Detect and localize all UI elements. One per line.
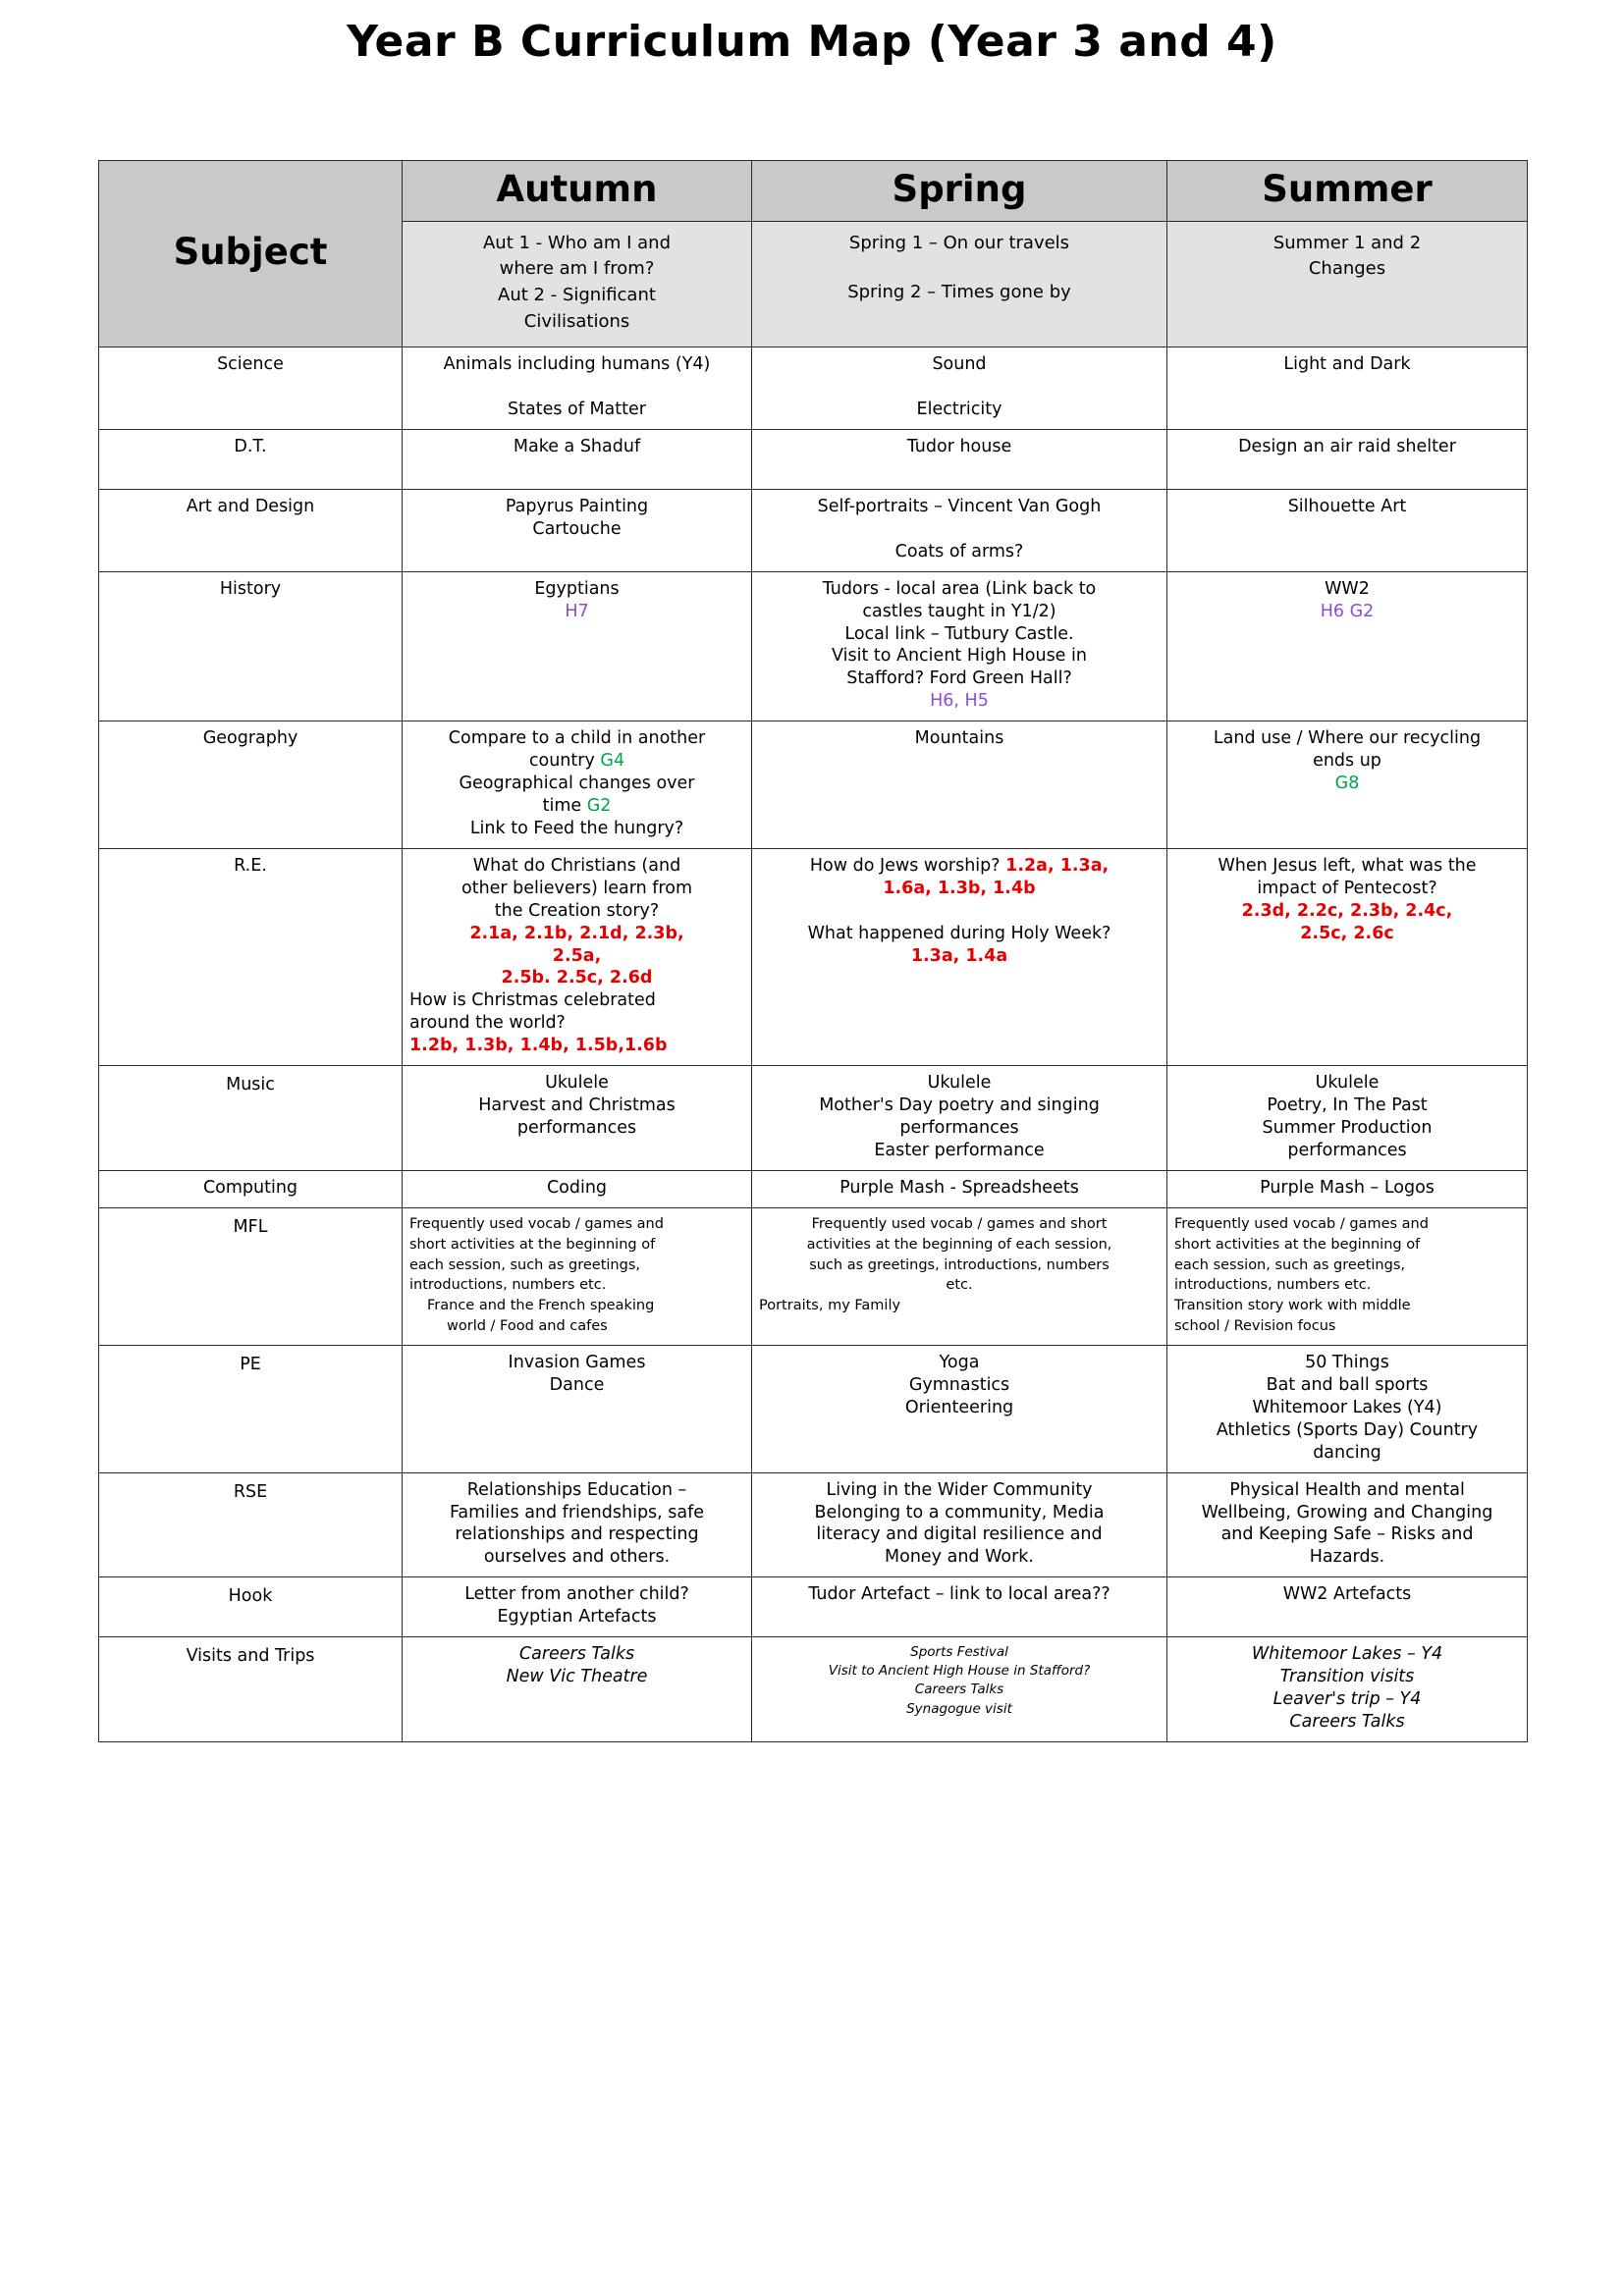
cell-history-summer [1167,571,1528,721]
curriculum-code: 2.5c, 2.6c [1300,923,1394,943]
topic-line: Civilisations [523,310,630,332]
cell-line: castles taught in Y1/2) [862,601,1056,621]
cell-line: Coats of arms? [894,541,1024,561]
cell-line: Mountains [914,728,1004,749]
table-header-row [99,161,1528,222]
cell-line: Tudor Artefact – link to local area?? [808,1584,1110,1605]
cell-line: and Keeping Safe – Risks and [1220,1524,1474,1545]
cell-science-summer [1167,347,1528,430]
cell-line: Coding [546,1177,608,1198]
table-row-dt [99,430,1528,490]
cell-line: short activities at the beginning of [1174,1236,1421,1253]
cell-line: How is Christmas celebrated [409,990,656,1011]
cell-line: Careers Talks [518,1644,635,1665]
header-cell-summer: Summer [1167,161,1528,222]
cell-dt-autumn [403,430,752,490]
cell-line: etc. [946,1277,973,1294]
cell-line: performances [516,1118,637,1138]
cell-re-summer [1167,848,1528,1065]
cell-line: Yoga [939,1353,980,1373]
cell-re-autumn [403,848,752,1065]
cell-line: Papyrus Painting [505,496,649,516]
table-row-art [99,489,1528,571]
cell-history-autumn [403,571,752,721]
cell-line: Frequently used vocab / games and short [811,1215,1108,1232]
cell-line: Ukulele [545,1073,609,1094]
curriculum-code: H7 [565,601,589,621]
cell-line: Mother's Day poetry and singing [819,1095,1100,1116]
cell-line: Relationships Education – [466,1479,687,1500]
cell-science-spring [752,347,1167,430]
subject-label-re: R.E. [99,848,403,1065]
cell-line: performances [899,1118,1019,1138]
cell-art-summer [1167,489,1528,571]
cell-line: Physical Health and mental [1229,1479,1465,1500]
cell-line: Frequently used vocab / games and [409,1215,664,1232]
cell-line: Visit to Ancient High House in Stafford? [828,1663,1091,1680]
cell-line: ends up [1313,751,1381,772]
topic-line: Summer 1 and 2 [1272,232,1422,253]
cell-line: school / Revision focus [1174,1318,1336,1335]
cell-music-spring [752,1066,1167,1171]
curriculum-code: G2 [586,796,612,817]
cell-line: States of Matter [508,400,646,420]
curriculum-table-container [98,160,1527,1742]
cell-line: Transition visits [1279,1667,1415,1687]
cell-line: Whitemoor Lakes (Y4) [1252,1397,1442,1417]
cell-line: world / Food and cafes [447,1318,608,1335]
curriculum-code: 1.3a, 1.4a [910,945,1008,966]
cell-line-blank [409,458,744,481]
cell-rse-spring [752,1472,1167,1577]
cell-dt-spring [752,430,1167,490]
table-row-re [99,848,1528,1065]
cell-line: literacy and digital resilience and [816,1524,1103,1545]
cell-line: Sports Festival [910,1644,1008,1661]
subject-label-geography: Geography [99,721,403,849]
cell-line: Egyptian Artefacts [497,1607,657,1628]
cell-visits-summer [1167,1637,1528,1742]
cell-line: Wellbeing, Growing and Changing [1201,1502,1493,1522]
cell-line: Letter from another child? [464,1584,689,1605]
table-row-science [99,347,1528,430]
cell-line: Harvest and Christmas [478,1095,676,1116]
cell-line: Portraits, my Family [759,1298,901,1314]
cell-line: Light and Dark [1283,354,1411,375]
cell-line: such as greetings, introductions, numbers [809,1256,1110,1273]
cell-art-autumn [403,489,752,571]
cell-line: Electricity [916,400,1002,420]
cell-line: Ukulele [1315,1073,1380,1094]
table-row-history [99,571,1528,721]
cell-line: dancing [1313,1442,1381,1463]
page-title: Year B Curriculum Map (Year 3 and 4) [347,17,1277,67]
topic-line: Changes [1308,258,1386,280]
cell-rse-summer [1167,1472,1528,1577]
cell-line: WW2 Artefacts [1282,1584,1412,1605]
cell-line: Careers Talks [914,1682,1004,1698]
cell-line: each session, such as greetings, [1174,1256,1405,1273]
table-row-pe [99,1346,1528,1473]
cell-line: Poetry, In The Past [1267,1095,1428,1116]
cell-line: France and the French speaking [427,1298,655,1314]
cell-line: other believers) learn from [461,878,692,898]
cell-line: What happened during Holy Week? [807,923,1111,943]
subject-label-dt: D.T. [99,430,403,490]
cell-line: Local link – Tutbury Castle. [844,623,1074,644]
cell-text: country [528,751,601,772]
subject-label-rse: RSE [99,1472,403,1577]
cell-line: What do Christians (and [472,855,681,876]
header-cell-autumn: Autumn [403,161,752,222]
cell-re-spring [752,848,1167,1065]
topic-line: Aut 1 - Who am I and [482,232,671,253]
cell-pe-summer [1167,1346,1528,1473]
cell-line: Synagogue visit [906,1700,1012,1717]
topic-line: Spring 2 – Times gone by [847,282,1071,303]
cell-line-blank [759,518,1160,541]
subject-label-computing: Computing [99,1170,403,1207]
cell-line: Frequently used vocab / games and [1174,1215,1429,1232]
topic-cell-spring [752,221,1167,347]
cell-line: Gymnastics [908,1374,1010,1395]
topic-line: where am I from? [499,258,655,280]
cell-line: Leaver's trip – Y4 [1272,1689,1422,1709]
subject-label-mfl: MFL [99,1207,403,1345]
cell-line: Orienteering [904,1397,1014,1417]
cell-line: Bat and ball sports [1266,1374,1429,1395]
cell-line: Link to Feed the hungry? [469,818,684,838]
cell-line: short activities at the beginning of [409,1236,656,1253]
cell-history-spring [752,571,1167,721]
cell-line: Living in the Wider Community [826,1479,1093,1500]
cell-line: Athletics (Sports Day) Country [1216,1419,1479,1440]
cell-line: Purple Mash - Spreadsheets [839,1177,1079,1198]
cell-line: 50 Things [1305,1353,1389,1373]
curriculum-code: 2.1a, 2.1b, 2.1d, 2.3b, [469,923,684,943]
cell-line [759,855,1160,878]
curriculum-code: G4 [600,751,625,772]
cell-line: Compare to a child in another [448,728,706,749]
table-row-computing [99,1170,1528,1207]
cell-computing-autumn [403,1170,752,1207]
cell-line: activities at the beginning of each session, [806,1236,1112,1253]
cell-line: Tudors - local area (Link back to [822,578,1097,599]
curriculum-code: 2.5b. 2.5c, 2.6d [501,968,653,988]
curriculum-code: H6 G2 [1320,601,1375,621]
cell-line: Hazards. [1309,1547,1385,1568]
cell-dt-summer [1167,430,1528,490]
cell-line: Invasion Games [508,1353,646,1373]
subject-label-art: Art and Design [99,489,403,571]
cell-hook-autumn [403,1577,752,1637]
cell-line-blank [759,376,1160,399]
table-row-mfl [99,1207,1528,1345]
cell-line: Tudor house [906,437,1012,457]
cell-line: Families and friendships, safe [449,1502,705,1522]
cell-mfl-spring [752,1207,1167,1345]
cell-computing-spring [752,1170,1167,1207]
curriculum-code: 1.2a, 1.3a, [1005,855,1110,876]
subject-label-hook: Hook [99,1577,403,1637]
curriculum-code: 2.5a, [552,945,602,966]
header-cell-subject: Subject [99,161,403,347]
cell-line: Animals including humans (Y4) [443,354,711,375]
cell-line [409,750,744,773]
cell-line: Easter performance [874,1140,1045,1160]
cell-line: introductions, numbers etc. [1174,1277,1372,1294]
topic-line: Aut 2 - Significant [498,285,656,306]
cell-pe-spring [752,1346,1167,1473]
cell-visits-spring [752,1637,1167,1742]
cell-science-autumn [403,347,752,430]
cell-line-blank [759,900,1160,923]
cell-music-summer [1167,1066,1528,1171]
cell-text: time [542,796,587,817]
curriculum-code: H6, H5 [930,691,989,712]
cell-art-spring [752,489,1167,571]
cell-line: Stafford? Ford Green Hall? [846,668,1072,689]
cell-line: each session, such as greetings, [409,1256,640,1273]
cell-line: the Creation story? [494,900,660,921]
cell-pe-autumn [403,1346,752,1473]
cell-line: impact of Pentecost? [1257,878,1437,898]
cell-line: Sound [932,354,987,375]
cell-line [409,795,744,818]
subject-label-music: Music [99,1066,403,1171]
cell-line: performances [1287,1140,1407,1160]
header-cell-spring: Spring [752,161,1167,222]
cell-line: relationships and respecting [455,1524,699,1545]
cell-line-blank [409,376,744,399]
cell-text: How do Jews worship? [809,855,1006,876]
cell-music-autumn [403,1066,752,1171]
topic-cell-summer [1167,221,1528,347]
cell-line: Geographical changes over [459,774,695,794]
cell-line: Visit to Ancient High House in [832,646,1087,667]
curriculum-code: 1.2b, 1.3b, 1.4b, 1.5b,1.6b [409,1036,668,1056]
topic-cell-autumn [403,221,752,347]
cell-line: Cartouche [532,518,622,539]
table-row-hook [99,1577,1528,1637]
subject-label-science: Science [99,347,403,430]
curriculum-code: G8 [1334,774,1360,794]
topic-line: Spring 1 – On our travels [848,232,1070,253]
cell-line: ourselves and others. [483,1547,671,1568]
cell-visits-autumn [403,1637,752,1742]
table-row-rse [99,1472,1528,1577]
subject-label-history: History [99,571,403,721]
cell-geography-spring [752,721,1167,849]
cell-mfl-summer [1167,1207,1528,1345]
subject-label-visits: Visits and Trips [99,1637,403,1742]
table-row-visits [99,1637,1528,1742]
table-row-music [99,1066,1528,1171]
cell-line: around the world? [409,1013,566,1034]
cell-line: Belonging to a community, Media [814,1502,1105,1522]
cell-line: When Jesus left, what was the [1218,855,1477,876]
cell-line: Land use / Where our recycling [1213,728,1482,749]
cell-line: Careers Talks [1289,1711,1405,1732]
cell-computing-summer [1167,1170,1528,1207]
cell-line: Summer Production [1262,1118,1433,1138]
cell-line: Money and Work. [885,1547,1034,1568]
cell-line: Egyptians [534,578,620,599]
cell-hook-spring [752,1577,1167,1637]
cell-line: Ukulele [927,1073,992,1094]
cell-line: New Vic Theatre [506,1667,648,1687]
cell-mfl-autumn [403,1207,752,1345]
cell-line: Make a Shaduf [513,437,641,457]
cell-line: Design an air raid shelter [1238,437,1456,457]
cell-hook-summer [1167,1577,1528,1637]
cell-geography-autumn [403,721,752,849]
cell-line: introductions, numbers etc. [409,1277,607,1294]
cell-rse-autumn [403,1472,752,1577]
topic-line-blank [762,256,1157,280]
curriculum-map-table [98,160,1528,1742]
cell-line: Silhouette Art [1287,496,1407,516]
curriculum-code: 1.6a, 1.3b, 1.4b [883,878,1036,898]
cell-line: WW2 [1325,578,1370,599]
cell-line: Dance [549,1374,605,1395]
table-row-geography [99,721,1528,849]
subject-label-pe: PE [99,1346,403,1473]
cell-line: Whitemoor Lakes – Y4 [1251,1644,1443,1665]
cell-line: Transition story work with middle [1174,1298,1411,1314]
cell-line: Self-portraits – Vincent Van Gogh [817,496,1102,516]
curriculum-code: 2.3d, 2.2c, 2.3b, 2.4c, [1241,900,1453,921]
cell-line: Purple Mash – Logos [1260,1177,1435,1198]
cell-geography-summer [1167,721,1528,849]
